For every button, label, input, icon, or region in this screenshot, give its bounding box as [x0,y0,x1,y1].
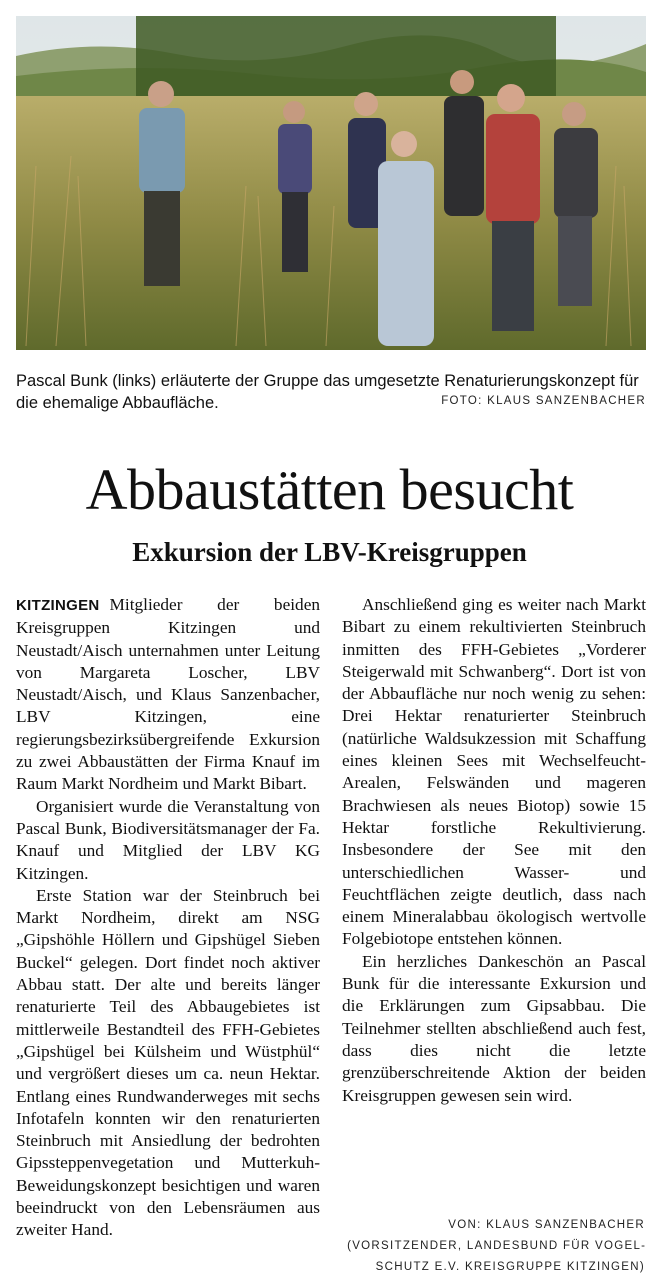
article-paragraph: Ein herzliches Dankeschön an Pascal Bunk für die interessante Exkursion und die Erklärungen zum Gipsabbau. Die Teilnehmer stellten abschließend auch fest, dass dies nicht die letzte grenzüberschreitende Aktion der beiden Kreisgruppen gewesen sein wird. [342,951,646,1105]
caption-text: Pascal Bunk (links) erläuterte der Gruppe das umgesetzte Renaturierungskonzept für die ehemalige Abbaufläche. [16,372,639,412]
article-paragraph: Organisiert wurde die Veranstaltung von Pascal Bunk, Biodiversitätsmanager der Fa. Knauf und Mitglied der LBV KG Kitzingen. [16,796,320,883]
byline-affiliation: (VORSITZENDER, LANDESBUND FÜR VOGELSCHUTZ E.V. KREISGRUPPE KITZINGEN) [347,1240,645,1273]
article-paragraph [16,594,320,796]
article-column-right [342,594,646,1107]
article-paragraph: Erste Station war der Steinbruch bei Markt Nordheim, direkt am NSG „Gipshöhle Höllern und Gipshügel Sieben Buckel“ gelegen. Dort findet noch aktiver Abbau statt. Der alte und bereits länger renaturierte Teil des Abbaugebietes ist mittlerweile Bestandteil des FFH-Gebietes „Gipshügel bei Külsheim und Wüstphül“ und vergrößert dieses um ca. neun Hektar. Entlang eines Rundwanderweges mit sechs Infotafeln konnten wir den renaturierten Steinbruch mit Ansiedlung der bedrohten Gipssteppenvegetation und Mutterkuh-Beweidungskonzept besichtigen und waren beeindruckt von den Lebensräumen aus zweiter Hand. [16,885,320,1240]
photo-illustration [16,16,646,350]
photo-caption [16,370,646,414]
article-photo [16,16,646,350]
headline: Abbaustätten besucht [85,457,574,522]
dateline: KITZINGEN [16,597,100,614]
subheadline: Exkursion der LBV-Kreisgruppen [132,537,527,567]
article-paragraph: Anschließend ging es weiter nach Markt Bibart zu einem rekultivierten Steinbruch inmitten des FFH-Gebietes „Vorderer Steigerwald mit Schwanberg“. Dort ist von der Abbaufläche nur noch wenig zu sehen: Drei Hektar renaturierter Steinbruch (natürliche Waldsukzession mit Schaffung eines kleinen Sees mit Wechselfeucht-Arealen, Felswänden und mageren Brachwiesen als neues Biotop) sowie 15 Hektar forstliche Rekultivierung. Insbesondere der See mit den unterschiedlichen Wasser- und Feuchtflächen zeigte deutlich, dass nach einem Mineralabbau ökologisch wertvolle Folgebiotope entstehen können. [342,595,646,949]
photo-credit: FOTO: KLAUS SANZENBACHER [441,395,646,407]
paragraph-text: Mitglieder der beiden Kreisgruppen Kitzingen und Neustadt/Aisch unternahmen unter Leitung von Margareta Loscher, LBV Neustadt/Aisch, und Klaus Sanzenbacher, LBV Kitzingen, eine regierungsbezirksübergreifende Exkursion zu zwei Abbaustätten der Firma Knauf im Raum Markt Nordheim und Markt Bibart. [16,595,320,794]
author-byline [325,1215,645,1278]
article-column-left [16,594,320,1242]
byline-author: VON: KLAUS SANZENBACHER [448,1219,645,1231]
